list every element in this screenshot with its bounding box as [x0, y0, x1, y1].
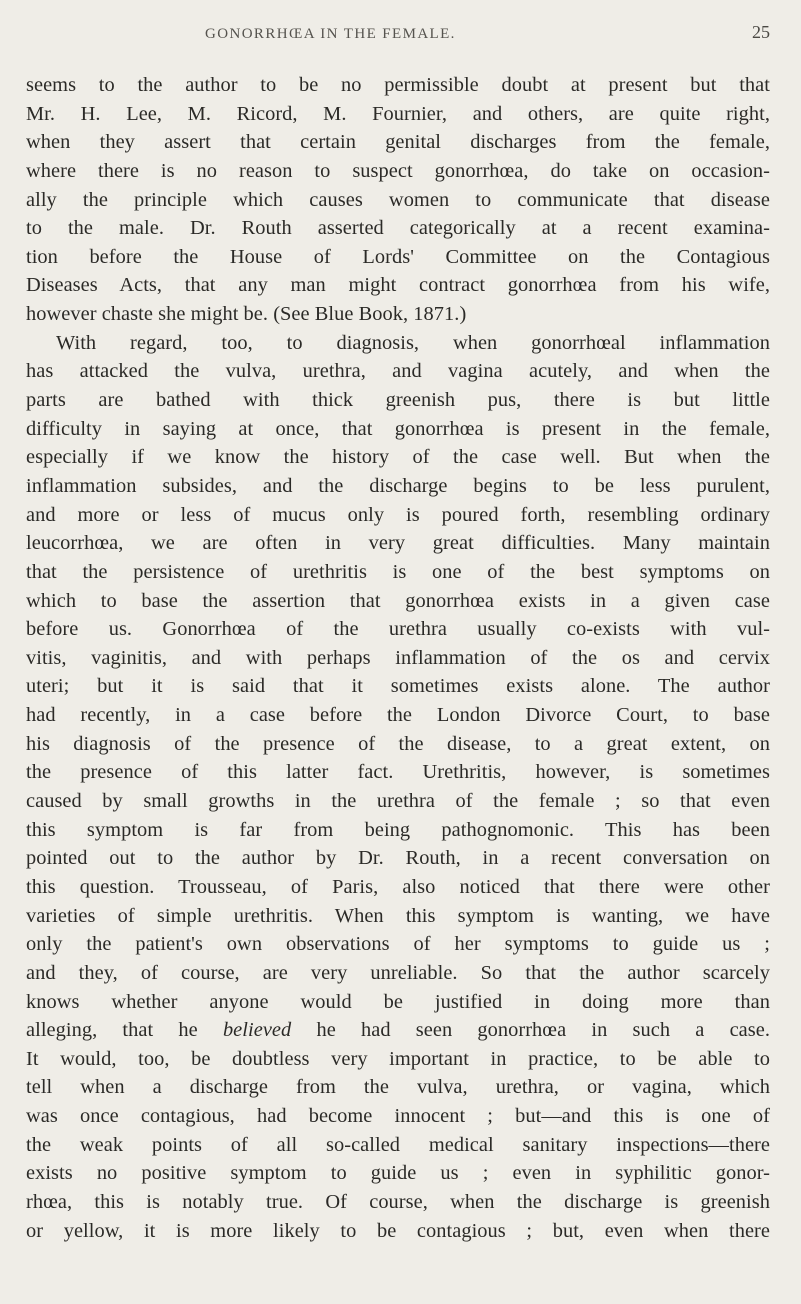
running-title: GONORRHŒA IN THE FEMALE. [205, 26, 456, 42]
text-line: ally the principle which causes women to communicate that disease [26, 188, 770, 211]
text-line: inflammation subsides, and the discharge begins to be less purulent, [26, 474, 770, 497]
text-line: before us. Gonorrhœa of the urethra usually co-exists with vul- [26, 618, 770, 641]
text-line: Mr. H. Lee, M. Ricord, M. Fournier, and others, are quite right, [26, 102, 770, 125]
text-line: to the male. Dr. Routh asserted categorically at a recent examina- [26, 217, 770, 240]
text-line: that the persistence of urethritis is one of the best symptoms on [26, 560, 770, 583]
text-line: has attacked the vulva, urethra, and vagina acutely, and when the [26, 360, 770, 383]
text-line: uteri; but it is said that it sometimes exists alone. The author [26, 675, 770, 698]
text-line: the presence of this latter fact. Urethritis, however, is sometimes [26, 761, 770, 784]
text-line: had recently, in a case before the London Divorce Court, to base [26, 704, 770, 727]
text-line: knows whether anyone would be justified in doing more than [26, 990, 770, 1013]
text-line: vitis, vaginitis, and with perhaps inflammation of the os and cervix [26, 646, 770, 669]
text-line: rhœa, this is notably true. Of course, when the discharge is greenish [26, 1190, 770, 1213]
text-line: or yellow, it is more likely to be contagious ; but, even when there [26, 1219, 770, 1242]
text-line: Diseases Acts, that any man might contract gonorrhœa from his wife, [26, 274, 770, 297]
page-number: 25 [752, 22, 770, 42]
text-line: the weak points of all so-called medical sanitary inspections—there [26, 1133, 770, 1156]
running-head [0, 22, 801, 52]
text-line: which to base the assertion that gonorrhœa exists in a given case [26, 589, 770, 612]
text-line: tell when a discharge from the vulva, urethra, or vagina, which [26, 1076, 770, 1099]
text-line: varieties of simple urethritis. When this symptom is wanting, we have [26, 904, 770, 927]
text-line: leucorrhœa, we are often in very great difficulties. Many maintain [26, 532, 770, 555]
text-line: exists no positive symptom to guide us ; even in syphilitic gonor- [26, 1162, 770, 1185]
text-line: It would, too, be doubtless very important in practice, to be able to [26, 1047, 770, 1070]
text-line: when they assert that certain genital discharges from the female, [26, 131, 770, 154]
text-line: this symptom is far from being pathognomonic. This has been [26, 818, 770, 841]
text-line: caused by small growths in the urethra of the female ; so that even [26, 790, 770, 813]
text-line: his diagnosis of the presence of the disease, to a great extent, on [26, 732, 770, 755]
body-text [26, 71, 770, 1245]
text-line: pointed out to the author by Dr. Routh, in a recent conversation on [26, 847, 770, 870]
text-line: however chaste she might be. (See Blue Book, 1871.) [26, 303, 467, 326]
text-line: only the patient's own observations of her symptoms to guide us ; [26, 933, 770, 956]
line-fragment: alleging, that he [26, 1019, 223, 1042]
paragraph-start-line: With regard, too, to diagnosis, when gonorrhœal inflammation [56, 331, 770, 354]
text-line: and more or less of mucus only is poured forth, resembling ordinary [26, 503, 770, 526]
italic-word: believed [222, 1019, 292, 1042]
text-line: seems to the author to be no permissible doubt at present but that [26, 74, 770, 96]
text-line: was once contagious, had become innocent ; but—and this is one of [26, 1105, 770, 1128]
text-line-with-emphasis [26, 1016, 770, 1045]
text-line: especially if we know the history of the case well. But when the [26, 446, 770, 469]
line-fragment: he had seen gonorrhœa in such a case. [291, 1019, 771, 1042]
text-line: this question. Trousseau, of Paris, also noticed that there were other [26, 875, 770, 898]
text-line: tion before the House of Lords' Committee on the Contagious [26, 245, 770, 268]
text-line: parts are bathed with thick greenish pus, there is but little [26, 389, 770, 412]
text-line: and they, of course, are very unreliable. So that the author scarcely [26, 961, 770, 984]
text-line: difficulty in saying at once, that gonorrhœa is present in the female, [26, 417, 770, 440]
text-line: where there is no reason to suspect gonorrhœa, do take on occasion- [26, 159, 770, 182]
